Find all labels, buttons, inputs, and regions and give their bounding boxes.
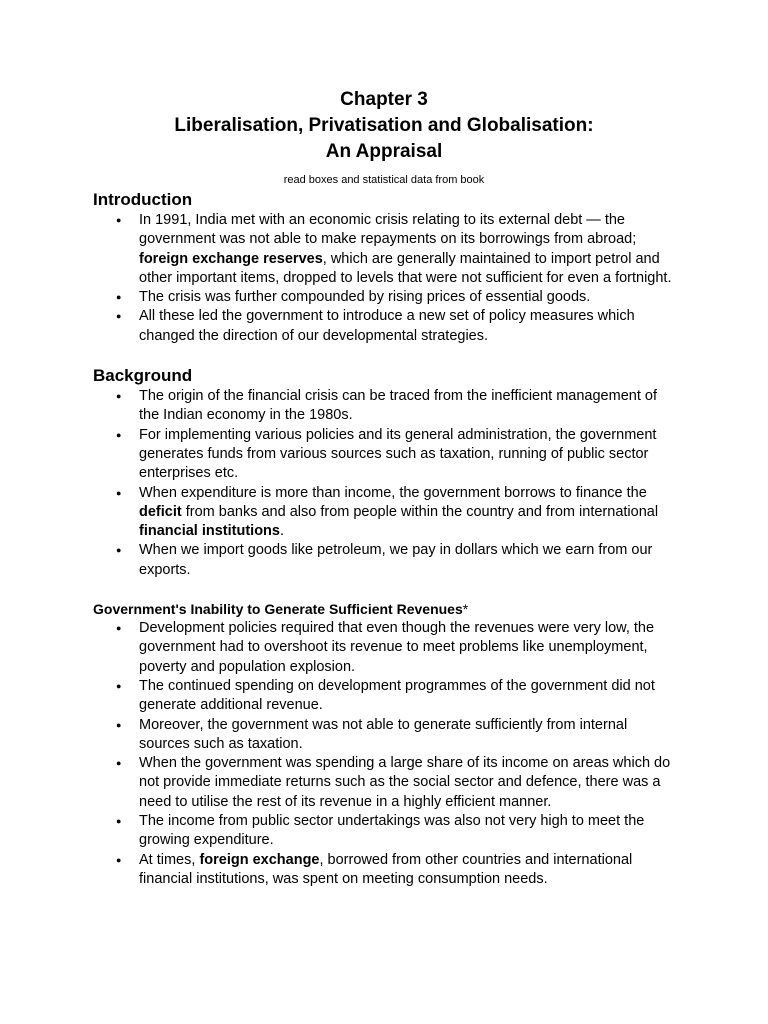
item-text: , which are generally maintained to import petrol and other important items, dropped to levels that were not sufficient for even a fortnight. xyxy=(139,250,672,286)
revenues-list xyxy=(93,619,675,889)
item-text: . xyxy=(279,523,285,540)
list-item: ● Moreover, the government was not able to generate sufficiently from internal sources such as taxation. xyxy=(93,716,675,755)
background-list xyxy=(93,387,675,580)
list-item: ● The origin of the financial crisis can be traced from the inefficient management of the Indian economy in the 1980s. xyxy=(93,387,675,426)
list-item: ● The continued spending on development programmes of the government did not generate additional revenue. xyxy=(93,677,675,716)
chapter-subtitle-line: An Appraisal xyxy=(325,141,443,162)
chapter-title xyxy=(93,87,675,165)
chapter-title-line: Liberalisation, Privatisation and Globalisation: xyxy=(174,115,594,136)
bold-term: financial institutions xyxy=(139,523,280,540)
list-item: ● For implementing various policies and its general administration, the government generates funds from various sources such as taxation, running of public sector enterprises etc. xyxy=(93,426,675,484)
footnote-marker: * xyxy=(462,601,469,618)
item-text: At times, xyxy=(139,851,200,868)
list-item xyxy=(93,211,675,288)
item-text: When expenditure is more than income, the government borrows to finance the xyxy=(139,484,647,501)
chapter-number: Chapter 3 xyxy=(340,89,428,110)
reading-note: read boxes and statistical data from book xyxy=(283,174,485,186)
item-text: , borrowed from other countries and international financial institutions, was spent on meeting consumption needs. xyxy=(139,851,633,887)
introduction-list xyxy=(93,211,675,346)
list-item xyxy=(93,851,675,890)
list-item: ● All these led the government to introduce a new set of policy measures which changed the direction of our developmental strategies. xyxy=(93,307,675,346)
list-item: ● When we import goods like petroleum, we pay in dollars which we earn from our exports. xyxy=(93,541,675,580)
list-item xyxy=(93,484,675,542)
list-item: ● Development policies required that even though the revenues were very low, the government had to overshoot its revenue to meet problems like unemployment, poverty and population explosion. xyxy=(93,619,675,677)
bold-term: foreign exchange reserves xyxy=(139,250,323,267)
bold-term: foreign exchange xyxy=(199,851,320,868)
list-item: ● The income from public sector undertakings was also not very high to meet the growing expenditure. xyxy=(93,812,675,851)
background-section xyxy=(93,365,675,580)
item-text: from banks and also from people within the country and from international xyxy=(181,503,659,520)
revenues-heading xyxy=(93,600,675,619)
revenues-section xyxy=(93,600,675,889)
list-item: ● When the government was spending a large share of its income on areas which do not provide immediate returns such as the social sector and defence, there was a need to utilise the rest of its revenue in a highly efficient manner. xyxy=(93,754,675,812)
item-text: In 1991, India met with an economic crisis relating to its external debt — the government was not able to make repayments on its borrowings from abroad; xyxy=(139,212,637,248)
introduction-section xyxy=(93,189,675,346)
background-heading: Background xyxy=(93,366,193,386)
list-item: ● The crisis was further compounded by rising prices of essential goods. xyxy=(93,288,675,307)
bold-term: deficit xyxy=(139,503,182,520)
revenues-heading-text: Government's Inability to Generate Sufficient Revenues xyxy=(93,601,463,618)
introduction-heading: Introduction xyxy=(93,190,193,209)
